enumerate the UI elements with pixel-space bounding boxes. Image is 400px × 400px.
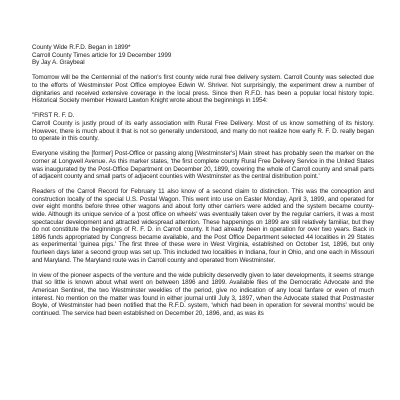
article-title: County Wide R.F.D. Began in 1899*: [32, 44, 131, 51]
article-source: Carroll County Times article for 19 December 1999: [32, 51, 172, 59]
paragraph-pioneer-aspects: In view of the pioneer aspects of the venture and the wide publicity deservedly given to later developments, it seems strange that so little is known about what went on between 1896 and 1899. Available files of the Democratic Advocate and the American Sentinel, the two Westminster weeklies of the period, give no indication of any local fanfare or even of much interest. No mention on the matter was found in either journal until July 3, 1897, when the Advocate stated that Postmaster Boyle, of Westminster had been notified that the R.F.D. system, 'which had been in operation for several months' would be continued. The service had been established on December 20, 1896, and, as was its: [32, 271, 374, 317]
paragraph-intro: Tomorrow will be the Centennial of the nation's first county wide rural free delivery system. Carroll County was selected due to the efforts of Westminster Post Office employee Edwin W. Shriver. Not surprisingly, the experiment drew a number of dignitaries and received extensive coverage in the local press. Since then R.F.D. has been a popular local history topic. Historical Society member Howard Lawton Knight wrote about the beginnings in 1954:: [32, 74, 374, 105]
article-byline: By Jay A. Graybeal: [32, 59, 85, 67]
paragraph-first-rfd: "FIRST R. F. D. Carroll County is justly proud of its early association with Rural Free Delivery. Most of us know something of its history. However, there is much about it that is not so generally understood, and many do not realize how early R. F. D. really began to operate in this county.: [32, 112, 374, 143]
paragraph-carroll-record: Readers of the Carroll Record for February 11 also know of a second claim to distinction. This was the conception and construction locally of the special U.S. Postal Wagon. This went into use on Easter Monday, April 3, 1899, and operated for over eight months before three other wagons and about forty other carriers were added and the system became county-wide. Although its unique service of a 'post office on wheels' was eventually taken over by the regular carriers, it was a most spectacular development and attracted widespread attention. These happenings on 1899 are still relatively familiar, but they do not constitute the beginnings of R. F. D. in Carroll county. It had already been in operation for over two years. Back in 1896 funds appropriated by Congress became available, and the Post Office Department selected 44 localities in 29 States as experimental 'guinea pigs.' The first three of these were in West Virginia, established on October 1st, 1896, but only fourteen days later a second group was set up. This included two localities in Indiana, four in Ohio, and one each in Missouri and Maryland. The Maryland route was in Carroll county and operated from Westminster.: [32, 188, 374, 264]
document-page: [32, 44, 374, 325]
paragraph-post-office-marker: Everyone visiting the [former] Post-Office or passing along [Westminster's] Main street has probably seen the marker on the corner at Longwell Avenue. As this marker states, 'the first complete county Rural Free Delivery Service in the United States was inaugurated by the Post-Office Department on December 20, 1899, covering the whole of Carroll county and small parts of adjacent county and small parts of adjacent counties with Westminster as the central distribution point.': [32, 150, 374, 181]
article-header: [32, 44, 374, 67]
